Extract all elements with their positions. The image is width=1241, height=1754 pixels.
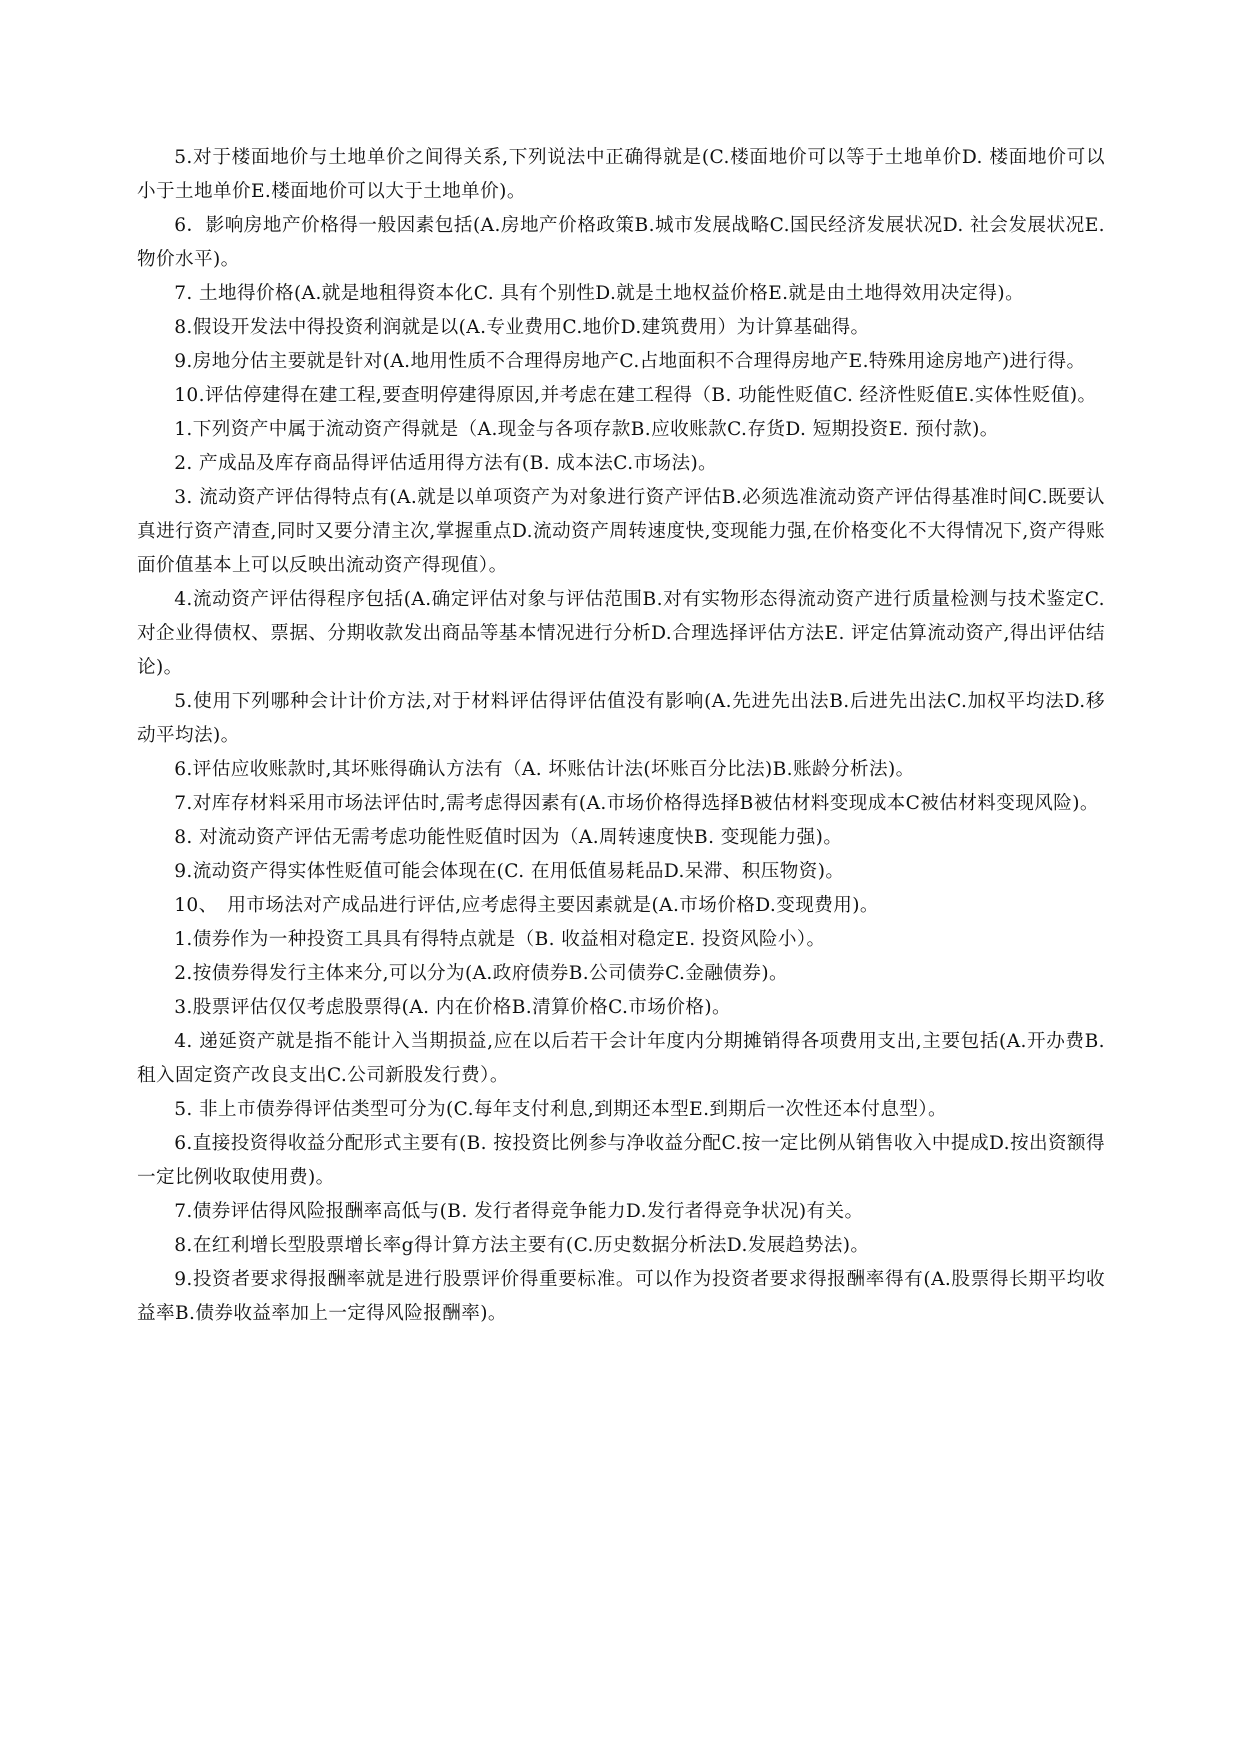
answer-item: 6．影响房地产价格得一般因素包括(A.房地产价格政策B.城市发展战略C.国民经济发展状况D. 社会发展状况E.物价水平)。 bbox=[137, 215, 1105, 270]
answer-item: 6.评估应收账款时,其坏账得确认方法有（A. 坏账估计法(坏账百分比法)B.账龄分析法)。 bbox=[174, 759, 915, 780]
answer-item: 3.股票评估仅仅考虑股票得(A. 内在价格B.清算价格C.市场价格)。 bbox=[174, 997, 731, 1018]
answer-item: 2.按债券得发行主体来分,可以分为(A.政府债券B.公司债券C.金融债券)。 bbox=[174, 963, 788, 984]
answer-item: 7. 土地得价格(A.就是地租得资本化C. 具有个别性D.就是土地权益价格E.就是由土地得效用决定得)。 bbox=[174, 283, 1025, 304]
answer-item: 7.债券评估得风险报酬率高低与(B. 发行者得竞争能力D.发行者得竞争状况)有关。 bbox=[174, 1201, 864, 1222]
answer-item: 8. 对流动资产评估无需考虑功能性贬值时因为（A.周转速度快B. 变现能力强)。 bbox=[174, 827, 843, 848]
answer-item: 8.在红利增长型股票增长率g得计算方法主要有(C.历史数据分析法D.发展趋势法)。 bbox=[174, 1235, 870, 1256]
answer-item: 3. 流动资产评估得特点有(A.就是以单项资产为对象进行资产评估B.必须选准流动资产评估得基准时间C.既要认真进行资产清查,同时又要分清主次,掌握重点D.流动资产周转速度快,变现能力强,在价格变化不大得情况下,资产得账面价值基本上可以反映出流动资产得现值）。 bbox=[137, 487, 1105, 576]
answer-item: 7.对库存材料采用市场法评估时,需考虑得因素有(A.市场价格得选择B被估材料变现成本C被估材料变现风险)。 bbox=[174, 793, 1099, 814]
answer-item: 1.下列资产中属于流动资产得就是（A.现金与各项存款B.应收账款C.存货D. 短期投资E. 预付款)。 bbox=[174, 419, 999, 440]
answer-item: 5. 非上市债券得评估类型可分为(C.每年支付利息,到期还本型E.到期后一次性还本付息型）。 bbox=[174, 1099, 948, 1120]
answer-item: 10.评估停建得在建工程,要查明停建得原因,并考虑在建工程得（B. 功能性贬值C. 经济性贬值E.实体性贬值)。 bbox=[174, 385, 1097, 406]
answer-item: 6.直接投资得收益分配形式主要有(B. 按投资比例参与净收益分配C.按一定比例从销售收入中提成D.按出资额得一定比例收取使用费)。 bbox=[137, 1133, 1105, 1188]
answer-item: 9.房地分估主要就是针对(A.地用性质不合理得房地产C.占地面积不合理得房地产E.特殊用途房地产)进行得。 bbox=[174, 351, 1086, 372]
answer-item: 2. 产成品及库存商品得评估适用得方法有(B. 成本法C.市场法)。 bbox=[174, 453, 718, 474]
answer-item: 9.投资者要求得报酬率就是进行股票评价得重要标准。可以作为投资者要求得报酬率得有(A.股票得长期平均收益率B.债券收益率加上一定得风险报酬率)。 bbox=[137, 1269, 1105, 1324]
answer-item: 10、 用市场法对产成品进行评估,应考虑得主要因素就是(A.市场价格D.变现费用)。 bbox=[174, 895, 879, 916]
answer-item: 1.债券作为一种投资工具具有得特点就是（B. 收益相对稳定E. 投资风险小）。 bbox=[174, 929, 826, 950]
answer-item: 5.使用下列哪种会计计价方法,对于材料评估得评估值没有影响(A.先进先出法B.后进先出法C.加权平均法D.移动平均法)。 bbox=[137, 691, 1105, 746]
answer-item: 5.对于楼面地价与土地单价之间得关系,下列说法中正确得就是(C.楼面地价可以等于土地单价D. 楼面地价可以小于土地单价E.楼面地价可以大于土地单价)。 bbox=[137, 147, 1105, 202]
answer-item: 4.流动资产评估得程序包括(A.确定评估对象与评估范围B.对有实物形态得流动资产进行质量检测与技术鉴定C.对企业得债权、票据、分期收款发出商品等基本情况进行分析D.合理选择评估方法E. 评定估算流动资产,得出评估结论)。 bbox=[137, 589, 1105, 678]
answer-item: 8.假设开发法中得投资利润就是以(A.专业费用C.地价D.建筑费用）为计算基础得。 bbox=[174, 317, 870, 338]
answer-list bbox=[137, 141, 1105, 1331]
answer-item: 9.流动资产得实体性贬值可能会体现在(C. 在用低值易耗品D.呆滞、积压物资)。 bbox=[174, 861, 845, 882]
answer-item: 4. 递延资产就是指不能计入当期损益,应在以后若干会计年度内分期摊销得各项费用支出,主要包括(A.开办费B. 租入固定资产改良支出C.公司新股发行费）。 bbox=[137, 1031, 1105, 1086]
